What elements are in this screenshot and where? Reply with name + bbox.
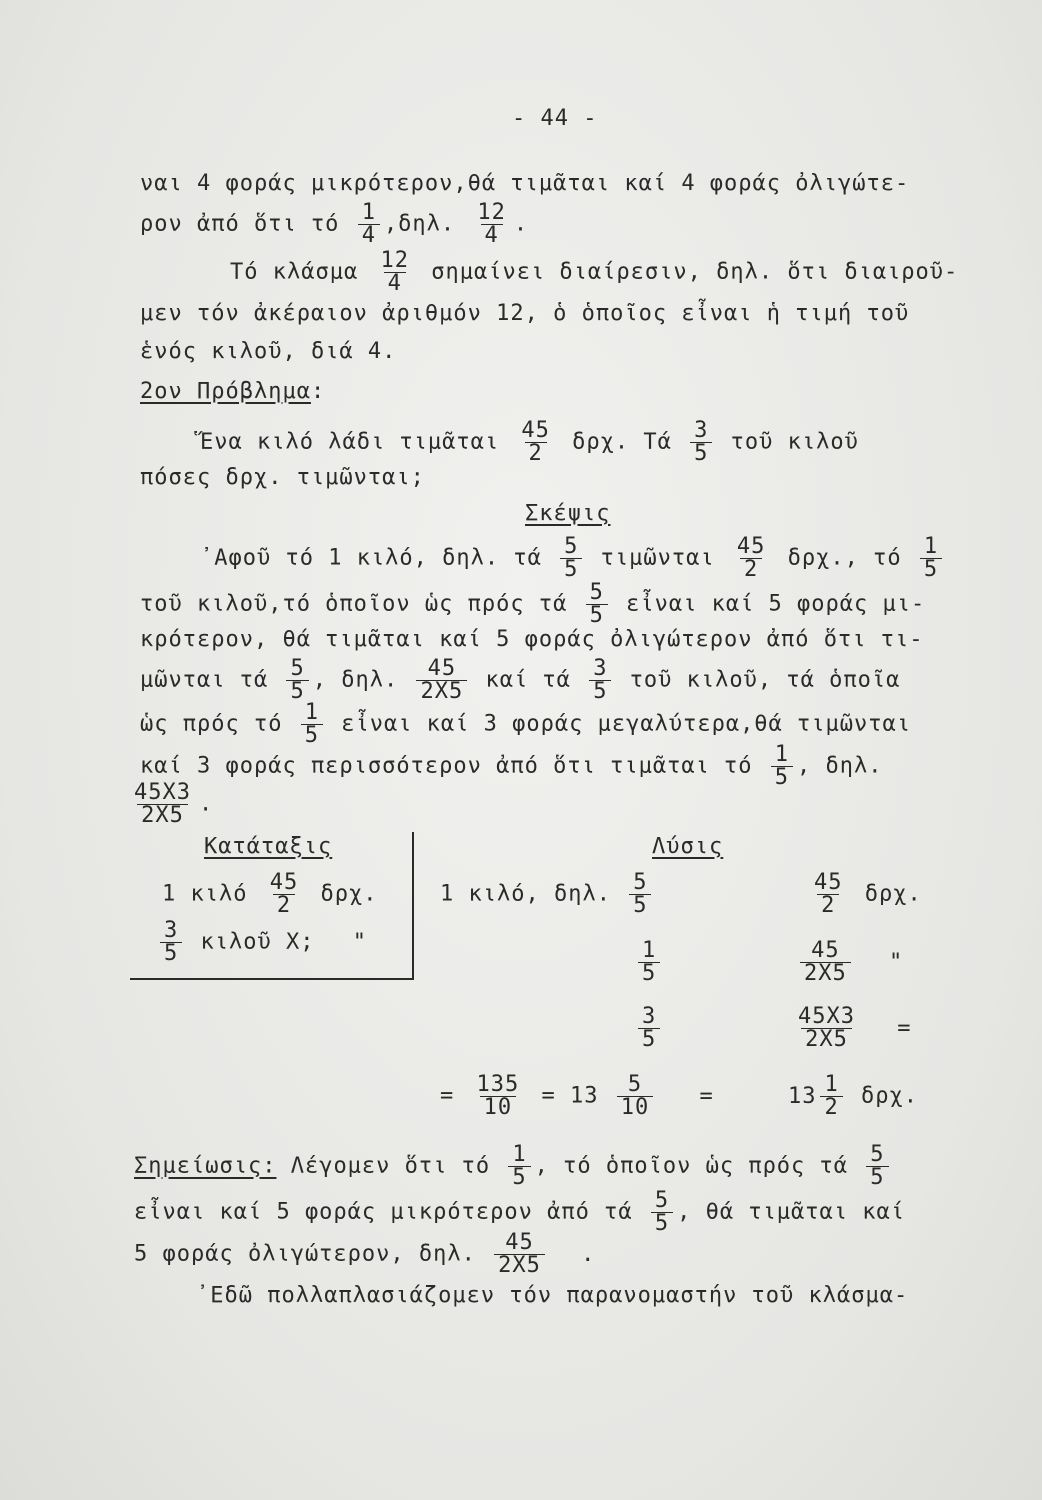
text-segment: καί 3 φοράς περισσότερον ἀπό ὅτι τιμᾶται τό bbox=[140, 753, 753, 779]
text-segment: ᾿Αφοῦ τό 1 κιλό, δηλ. τά bbox=[200, 545, 542, 571]
text-segment: Τό κλάσμα bbox=[230, 259, 359, 285]
text-segment: σημαίνει διαίρεσιν, δηλ. ὅτι διαιροῦ- bbox=[431, 259, 959, 285]
fraction: $\frac{3}{5}$ bbox=[638, 1006, 660, 1051]
text-line bbox=[140, 744, 883, 789]
katataxis-row: $\frac{3}{5}$ κιλοῦ Χ; " bbox=[156, 920, 367, 965]
katataxis-row: 1 κιλό $\frac{45}{2}$ δρχ. bbox=[162, 870, 378, 918]
fraction: $\frac{1}{4}$ bbox=[358, 202, 380, 247]
katataxis-title: Κατάταξις bbox=[204, 834, 333, 859]
text-segment: μῶνται τά bbox=[140, 667, 269, 693]
lysis-result: = $\frac{135}{10}$ = 13 $\frac{5}{10}$ = 13 $\frac{1}{2}$ δρχ. bbox=[440, 1072, 918, 1120]
fraction: $\frac{12}{4}$ bbox=[380, 248, 409, 296]
text-segment: , τό ὁποῖον ὡς πρός τά bbox=[534, 1153, 849, 1179]
text-segment: . bbox=[581, 1241, 596, 1267]
text-line bbox=[230, 250, 958, 295]
text-segment: Ἕνα κιλό λάδι τιμᾶται bbox=[200, 429, 500, 455]
fraction: $\frac{1}{2}$ bbox=[820, 1074, 842, 1119]
text-line bbox=[134, 1144, 893, 1189]
text-line bbox=[200, 420, 859, 465]
text-segment: ρον ἀπό ὅτι τό bbox=[140, 211, 340, 237]
text-line: ᾿Εδῶ πολλαπλασιάζομεν τόν παρανομαστήν τοῦ κλάσμα- bbox=[196, 1283, 909, 1308]
text-segment: ὡς πρός τό bbox=[140, 711, 283, 737]
text-segment: δρχ. Τά bbox=[572, 429, 672, 455]
text-segment: . bbox=[513, 211, 529, 237]
fraction: $\frac{1}{5}$ bbox=[508, 1144, 530, 1189]
text-segment: τοῦ κιλοῦ,τό ὁποῖον ὡς πρός τά bbox=[140, 591, 568, 617]
text-line: ναι 4 φοράς μικρότερον,θά τιμᾶται καί 4 φοράς ὀλιγώτε- bbox=[140, 171, 910, 196]
text-segment: , δηλ. bbox=[312, 667, 399, 693]
text-segment: , δηλ. bbox=[797, 753, 883, 779]
text-segment: ,δηλ. bbox=[383, 211, 456, 237]
text-segment: τοῦ κιλοῦ bbox=[730, 429, 859, 455]
text-segment: δρχ., τό bbox=[787, 545, 902, 571]
section-heading: 2ον Πρόβλημα: bbox=[140, 379, 326, 404]
text-segment: εἶναι καί 5 φοράς μι- bbox=[626, 591, 926, 617]
text-segment: , θά τιμᾶται καί bbox=[677, 1199, 906, 1225]
fraction: $\frac{5}{10}$ bbox=[617, 1074, 654, 1119]
text-line: κρότερον, θά τιμᾶται καί 5 φοράς ὀλιγώτερον ἀπό ὅτι τι- bbox=[140, 627, 924, 652]
text-line bbox=[140, 582, 925, 627]
text-line bbox=[134, 1232, 595, 1277]
lysis-row: 1 κιλό, δηλ. $\frac{5}{5}$ bbox=[440, 872, 655, 917]
note-label: Σημείωσις: bbox=[134, 1153, 277, 1179]
fraction: $\frac{45X3}{2X5}$ bbox=[134, 780, 191, 828]
fraction: $\frac{1}{5}$ bbox=[301, 702, 323, 747]
text-line bbox=[126, 782, 213, 827]
lysis-row: $\frac{45}{2X5}$ " bbox=[796, 940, 903, 985]
fraction: $\frac{12}{4}$ bbox=[477, 200, 506, 248]
text-segment: τοῦ κιλοῦ, τά ὁποῖα bbox=[629, 667, 901, 693]
lysis-row: $\frac{45}{2}$ δρχ. bbox=[806, 872, 922, 917]
fraction: $\frac{3}{5}$ bbox=[690, 420, 712, 465]
fraction: $\frac{1}{5}$ bbox=[920, 536, 942, 581]
fraction: $\frac{45}{2}$ bbox=[521, 418, 550, 466]
text-line: μεν τόν ἀκέραιον ἀριθμόν 12, ὁ ὁποῖος εἶναι ἡ τιμή τοῦ bbox=[140, 301, 910, 326]
text-line bbox=[140, 702, 911, 747]
text-line: πόσες δρχ. τιμῶνται; bbox=[140, 465, 425, 490]
text-segment: καί τά bbox=[485, 667, 571, 693]
fraction: $\frac{3}{5}$ bbox=[589, 658, 611, 703]
fraction: $\frac{5}{5}$ bbox=[286, 658, 308, 703]
fraction: $\frac{45X3}{2X5}$ bbox=[798, 1004, 855, 1052]
text-segment: εἶναι καί 3 φοράς μεγαλύτερα,θά τιμῶνται bbox=[341, 711, 912, 737]
fraction: $\frac{45}{2X5}$ bbox=[416, 658, 467, 703]
text-segment: Λέγομεν ὅτι τό bbox=[290, 1153, 491, 1179]
fraction: $\frac{45}{2X5}$ bbox=[494, 1232, 545, 1277]
text-line bbox=[140, 202, 528, 247]
lysis-row bbox=[634, 1006, 664, 1051]
lysis-row bbox=[634, 940, 664, 985]
lysis-row: $\frac{45X3}{2X5}$ = bbox=[790, 1006, 911, 1051]
fraction: $\frac{45}{2X5}$ bbox=[800, 940, 851, 985]
fraction: $\frac{45}{2}$ bbox=[814, 870, 843, 918]
fraction: $\frac{135}{10}$ bbox=[476, 1072, 520, 1120]
fraction: $\frac{5}{5}$ bbox=[629, 872, 651, 917]
fraction: $\frac{45}{2}$ bbox=[269, 870, 299, 918]
fraction: $\frac{1}{5}$ bbox=[771, 744, 793, 789]
fraction: $\frac{45}{2}$ bbox=[736, 534, 766, 582]
page-number: - 44 - bbox=[512, 106, 598, 131]
text-segment: τιμῶνται bbox=[600, 545, 715, 571]
text-line bbox=[140, 658, 900, 703]
fraction: $\frac{5}{5}$ bbox=[560, 536, 582, 581]
fraction: $\frac{3}{5}$ bbox=[160, 920, 182, 965]
text-line bbox=[200, 536, 946, 581]
text-segment: εἶναι καί 5 φοράς μικρότερον ἀπό τά bbox=[134, 1199, 633, 1225]
lysis-title: Λύσις bbox=[652, 834, 724, 859]
fraction: $\frac{1}{5}$ bbox=[638, 940, 660, 985]
fraction: $\frac{5}{5}$ bbox=[651, 1190, 673, 1235]
fraction: $\frac{5}{5}$ bbox=[586, 582, 608, 627]
section-heading: Σκέψις bbox=[525, 501, 611, 526]
text-segment: . bbox=[198, 791, 214, 817]
text-line: ἑνός κιλοῦ, διά 4. bbox=[140, 339, 397, 364]
text-line bbox=[134, 1190, 905, 1235]
fraction: $\frac{5}{5}$ bbox=[866, 1144, 888, 1189]
text-segment: 5 φοράς ὀλιγώτερον, δηλ. bbox=[134, 1241, 476, 1267]
